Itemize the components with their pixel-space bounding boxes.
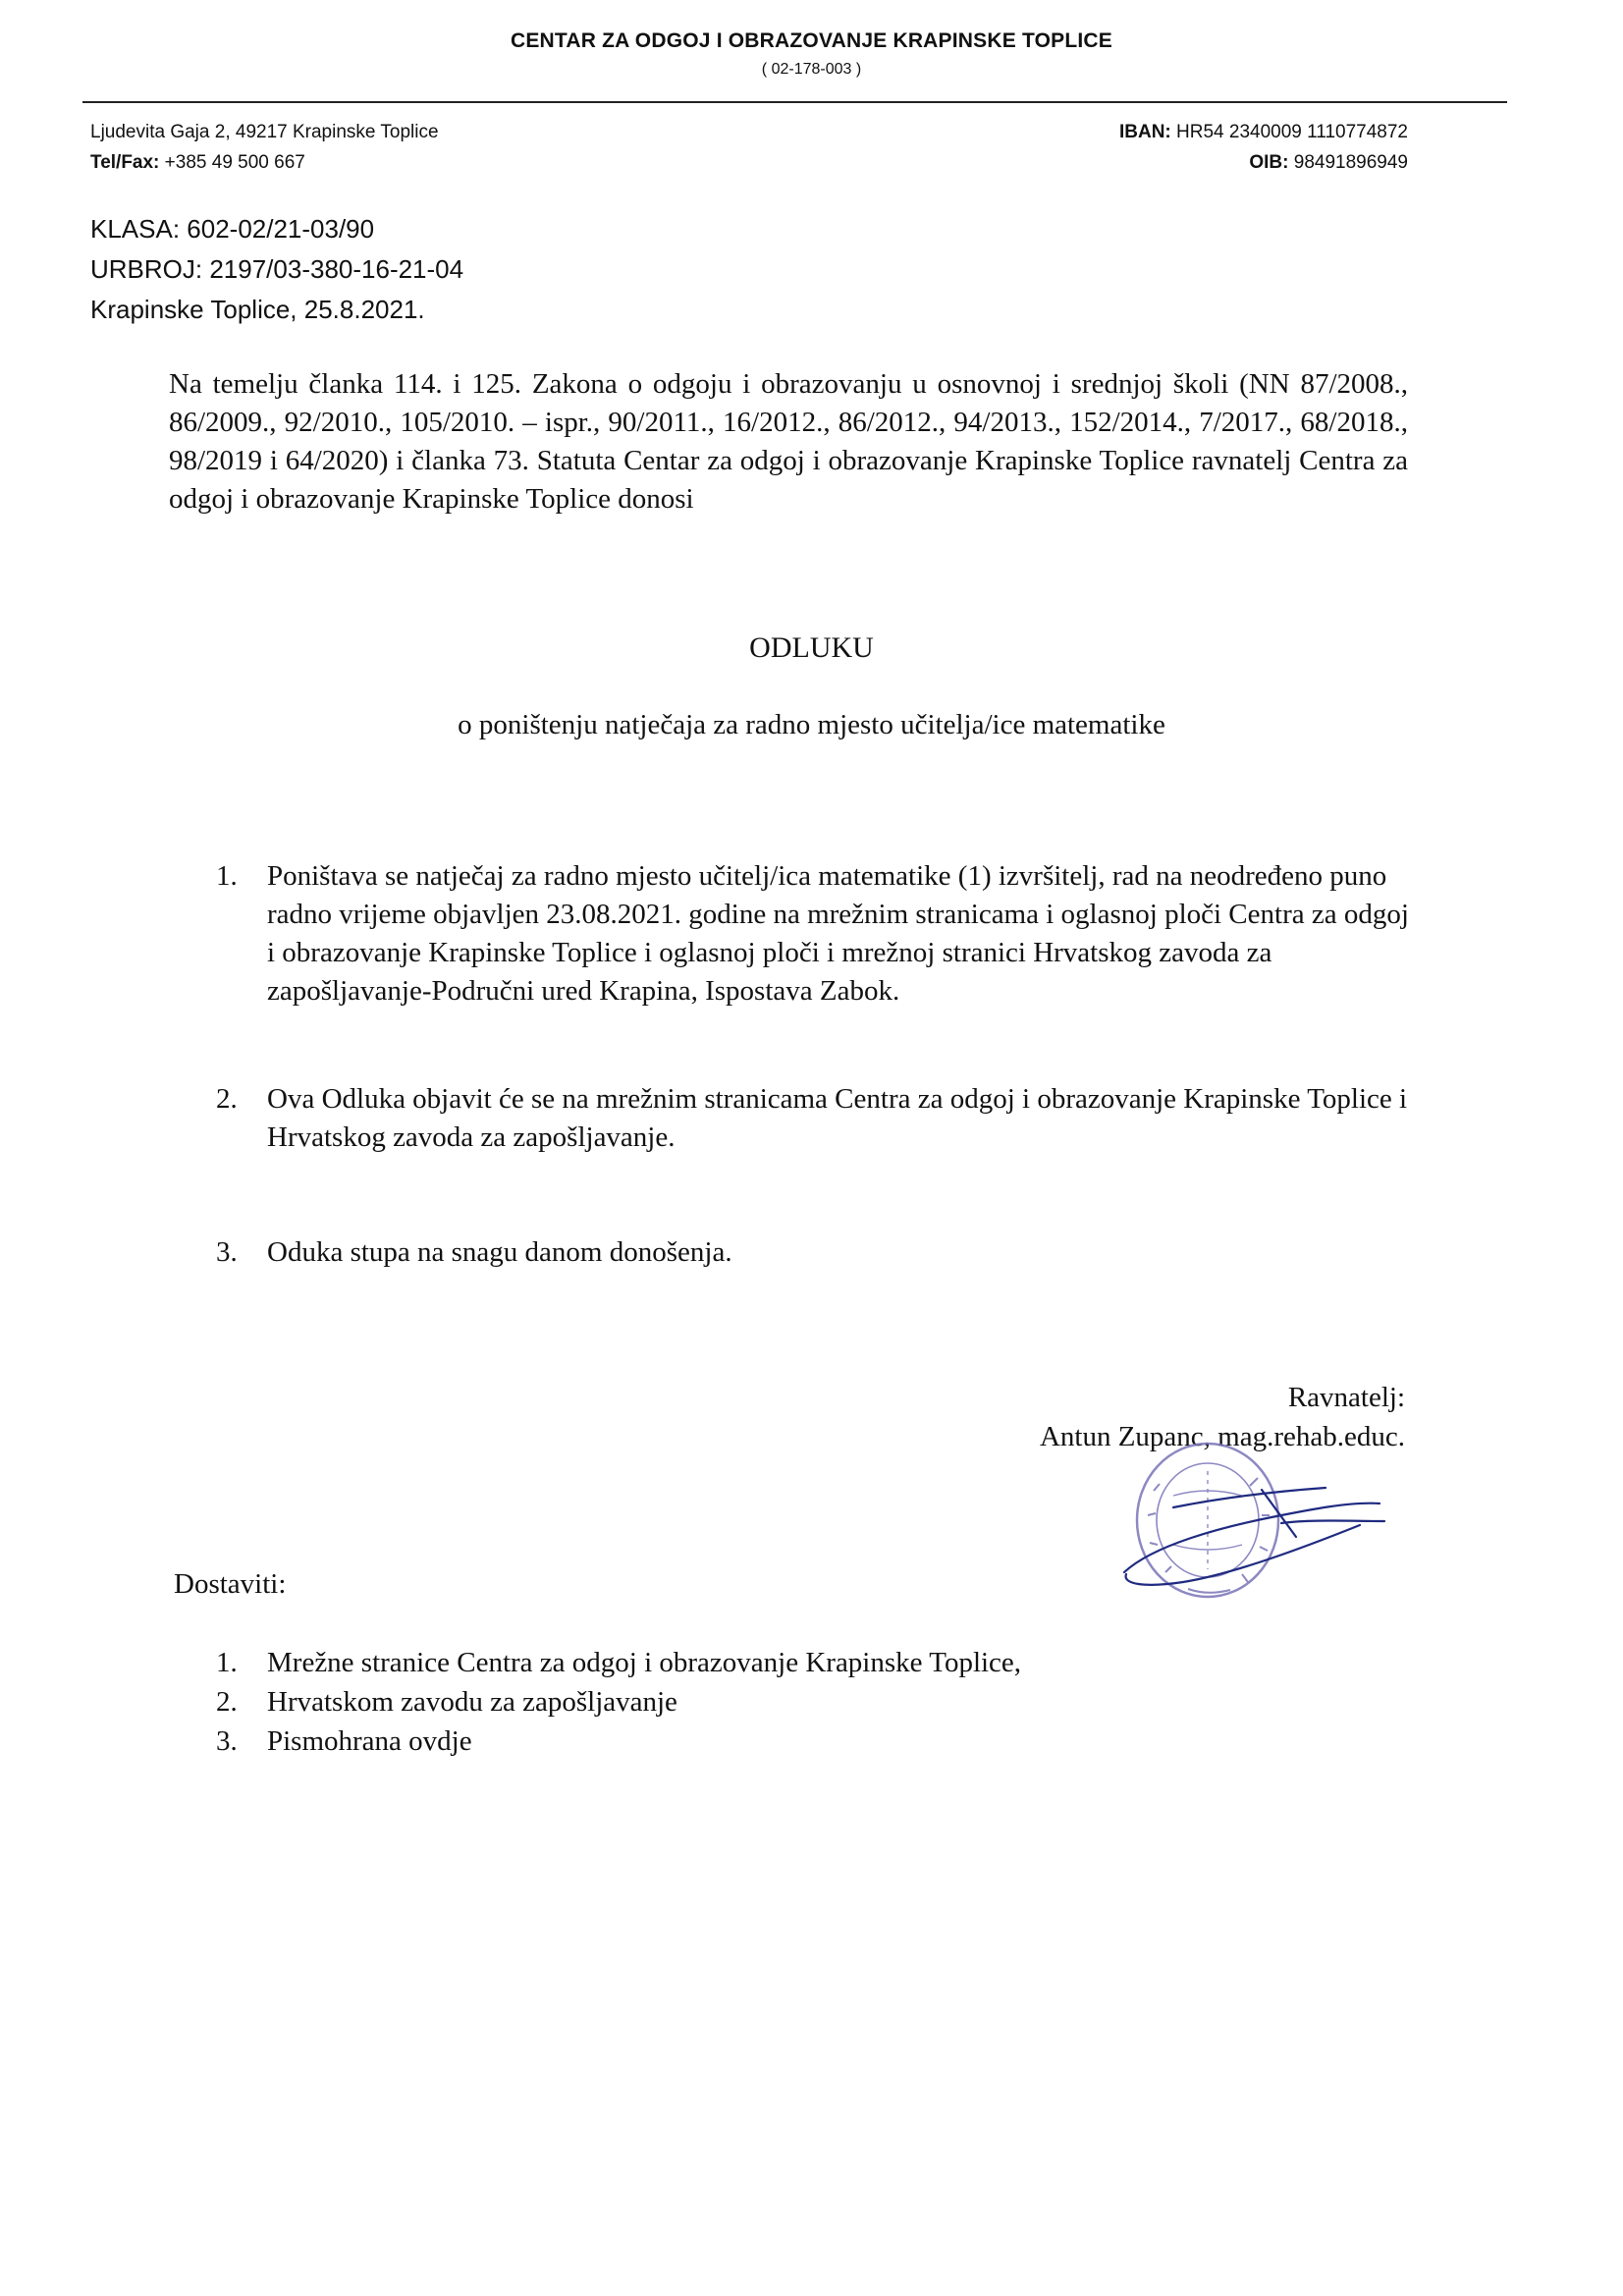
signatory-title: Ravnatelj:	[1287, 1382, 1405, 1413]
urbroj: URBROJ: 2197/03-380-16-21-04	[90, 254, 464, 284]
item-number: 2.	[216, 1083, 238, 1115]
oib-label: OIB:	[1249, 152, 1289, 173]
iban-line	[1119, 122, 1408, 143]
institution-code: ( 02-178-003 )	[761, 61, 862, 78]
distribution-number: 1.	[216, 1647, 238, 1678]
oib-line	[1249, 152, 1408, 174]
distribution-number: 3.	[216, 1725, 238, 1757]
telfax-line	[90, 152, 305, 174]
header-divider	[82, 101, 1507, 103]
distribution-number: 2.	[216, 1686, 238, 1718]
item-text: Poništava se natječaj za radno mjesto učitelj/ica matematike (1) izvršitelj, rad na neodređeno puno radno vrijeme objavljen 23.08.2021. godine na mrežnim stranicama i oglasnoj ploči Centra za odgoj i obrazovanje Krapinske Toplice i oglasnoj ploči i mrežnoj stranici Hrvatskog zavoda za zapošljavanje-Područni ured Krapina, Ispostava Zabok.	[267, 860, 1409, 1007]
decision-subject: o poništenju natječaja za radno mjesto učitelja/ice matematike	[458, 709, 1165, 740]
item-text: Oduka stupa na snagu danom donošenja.	[267, 1236, 732, 1268]
iban-label: IBAN:	[1118, 122, 1171, 142]
klasa: KLASA: 602-02/21-03/90	[90, 214, 375, 244]
iban-value: HR54 2340009 1110774872	[1176, 122, 1408, 142]
preamble: Na temelju članka 114. i 125. Zakona o odgoju i obrazovanju u osnovnoj i srednjoj školi (NN 87/2008., 86/2009., 92/2010., 105/2010. – ispr., 90/2011., 16/2012., 86/2012., 94/2013., 152/2014., 7/2017., 68/2018., 98/2019 i 64/2020) i članka 73. Statuta Centar za odgoj i obrazovanje Krapinske Toplice ravnatelj Centra za odgoj i obrazovanje Krapinske Toplice donosi	[169, 368, 1408, 515]
item-number: 1.	[216, 860, 238, 892]
oib-value: 98491896949	[1293, 152, 1408, 173]
distribution-text: Hrvatskom zavodu za zapošljavanje	[267, 1686, 677, 1718]
place-date: Krapinske Toplice, 25.8.2021.	[90, 295, 425, 324]
telfax-label: Tel/Fax:	[90, 152, 160, 173]
distribution-label: Dostaviti:	[174, 1568, 287, 1600]
distribution-text: Mrežne stranice Centra za odgoj i obrazovanje Krapinske Toplice,	[267, 1647, 1022, 1678]
telfax-value: +385 49 500 667	[164, 152, 305, 173]
signatory-name: Antun Zupanc, mag.rehab.educ.	[1039, 1421, 1405, 1452]
item-text: Ova Odluka objavit će se na mrežnim stranicama Centra za odgoj i obrazovanje Krapinske Toplice i Hrvatskog zavoda za zapošljavanje.	[267, 1083, 1408, 1153]
distribution-text: Pismohrana ovdje	[267, 1725, 472, 1757]
institution-name: CENTAR ZA ODGOJ I OBRAZOVANJE KRAPINSKE TOPLICE	[510, 29, 1112, 52]
item-number: 3.	[216, 1236, 238, 1268]
handwritten-signature-icon	[1124, 1488, 1384, 1585]
address: Ljudevita Gaja 2, 49217 Krapinske Toplice	[90, 122, 439, 142]
stamp-and-signature	[1114, 1427, 1399, 1623]
decision-title: ODLUKU	[749, 631, 874, 664]
